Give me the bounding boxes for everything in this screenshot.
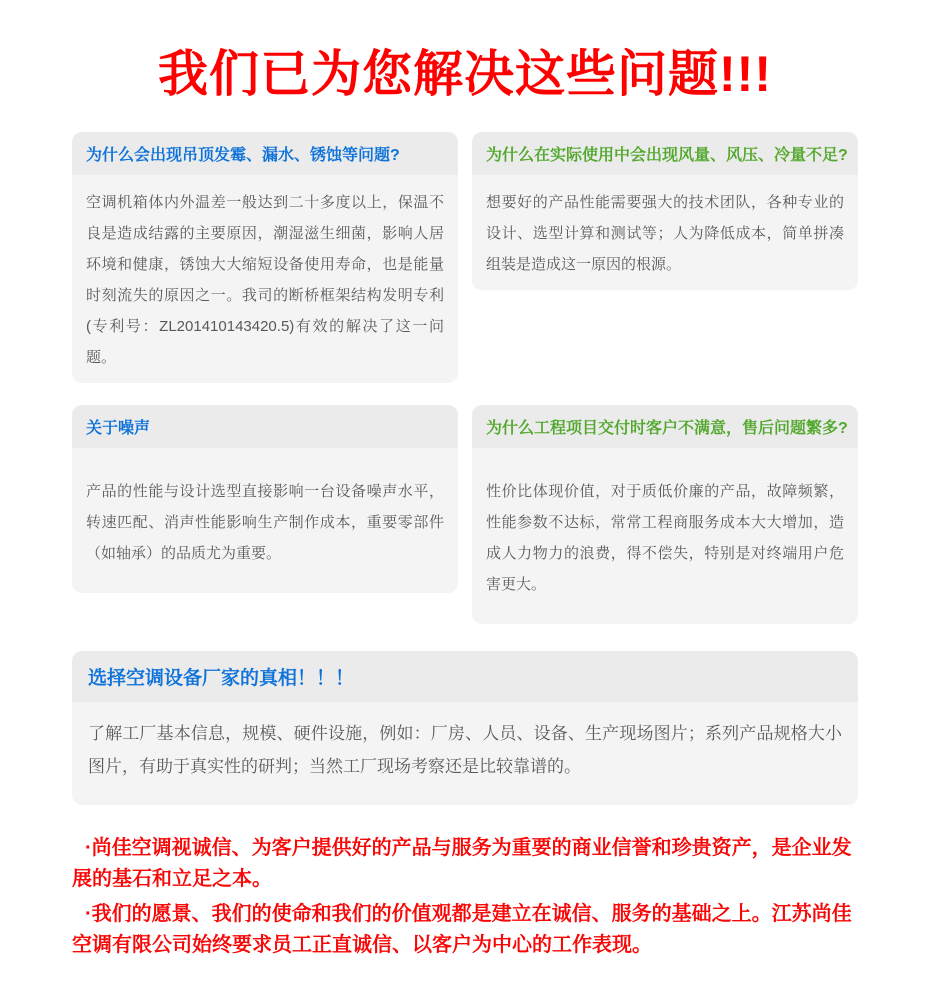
card-body-text: 想要好的产品性能需要强大的技术团队，各种专业的设计、选型计算和测试等；人为降低成本，简单拼凑组装是造成这一原因的根源。 xyxy=(472,175,858,290)
card-body-text: 空调机箱体内外温差一般达到二十多度以上，保温不良是造成结露的主要原因，潮湿滋生细菌，影响人居环境和健康，锈蚀大大缩短设备使用寿命，也是能量时刻流失的原因之一。我司的断桥框架结构发明专利(专利号：ZL201410143420.5)有效的解决了这一问题。 xyxy=(72,175,458,383)
content-area xyxy=(72,132,858,961)
integrity-notes xyxy=(72,833,858,961)
integrity-note: ·尚佳空调视诚信、为客户提供好的产品与服务为重要的商业信誉和珍贵资产，是企业发展的基石和立足之本。 xyxy=(72,837,852,890)
card-heading: 选择空调设备厂家的真相！！！ xyxy=(72,651,858,702)
card-body-text: 产品的性能与设计选型直接影响一台设备噪声水平，转速匹配、消声性能影响生产制作成本，重要零部件（如轴承）的品质尤为重要。 xyxy=(72,448,458,593)
card-heading: 为什么在实际使用中会出现风量、风压、冷量不足? xyxy=(472,132,858,175)
problem-card-aftersales xyxy=(472,405,858,624)
integrity-note: ·我们的愿景、我们的使命和我们的价值观都是建立在诚信、服务的基础之上。江苏尚佳空调有限公司始终要求员工正直诚信、以客户为中心的工作表现。 xyxy=(72,903,852,956)
card-body-text: 性价比体现价值，对于质低价廉的产品，故障频繁，性能参数不达标，常常工程商服务成本大大增加，造成人力物力的浪费，得不偿失，特别是对终端用户危害更大。 xyxy=(472,448,858,624)
problem-card-airflow-pressure xyxy=(472,132,858,290)
problem-card-mildew-leak-rust xyxy=(72,132,458,383)
card-heading: 关于噪声 xyxy=(72,405,458,448)
card-heading: 为什么会出现吊顶发霉、漏水、锈蚀等问题? xyxy=(72,132,458,175)
card-heading: 为什么工程项目交付时客户不满意，售后问题繁多? xyxy=(472,405,858,448)
truth-card-choose-manufacturer xyxy=(72,651,858,805)
page-title: 我们已为您解决这些问题!!! xyxy=(158,46,772,102)
problem-card-noise xyxy=(72,405,458,593)
card-body-text: 了解工厂基本信息，规模、硬件设施，例如：厂房、人员、设备、生产现场图片；系列产品规格大小图片，有助于真实性的研判；当然工厂现场考察还是比较靠谱的。 xyxy=(72,702,858,805)
problem-cards-grid xyxy=(72,132,858,624)
